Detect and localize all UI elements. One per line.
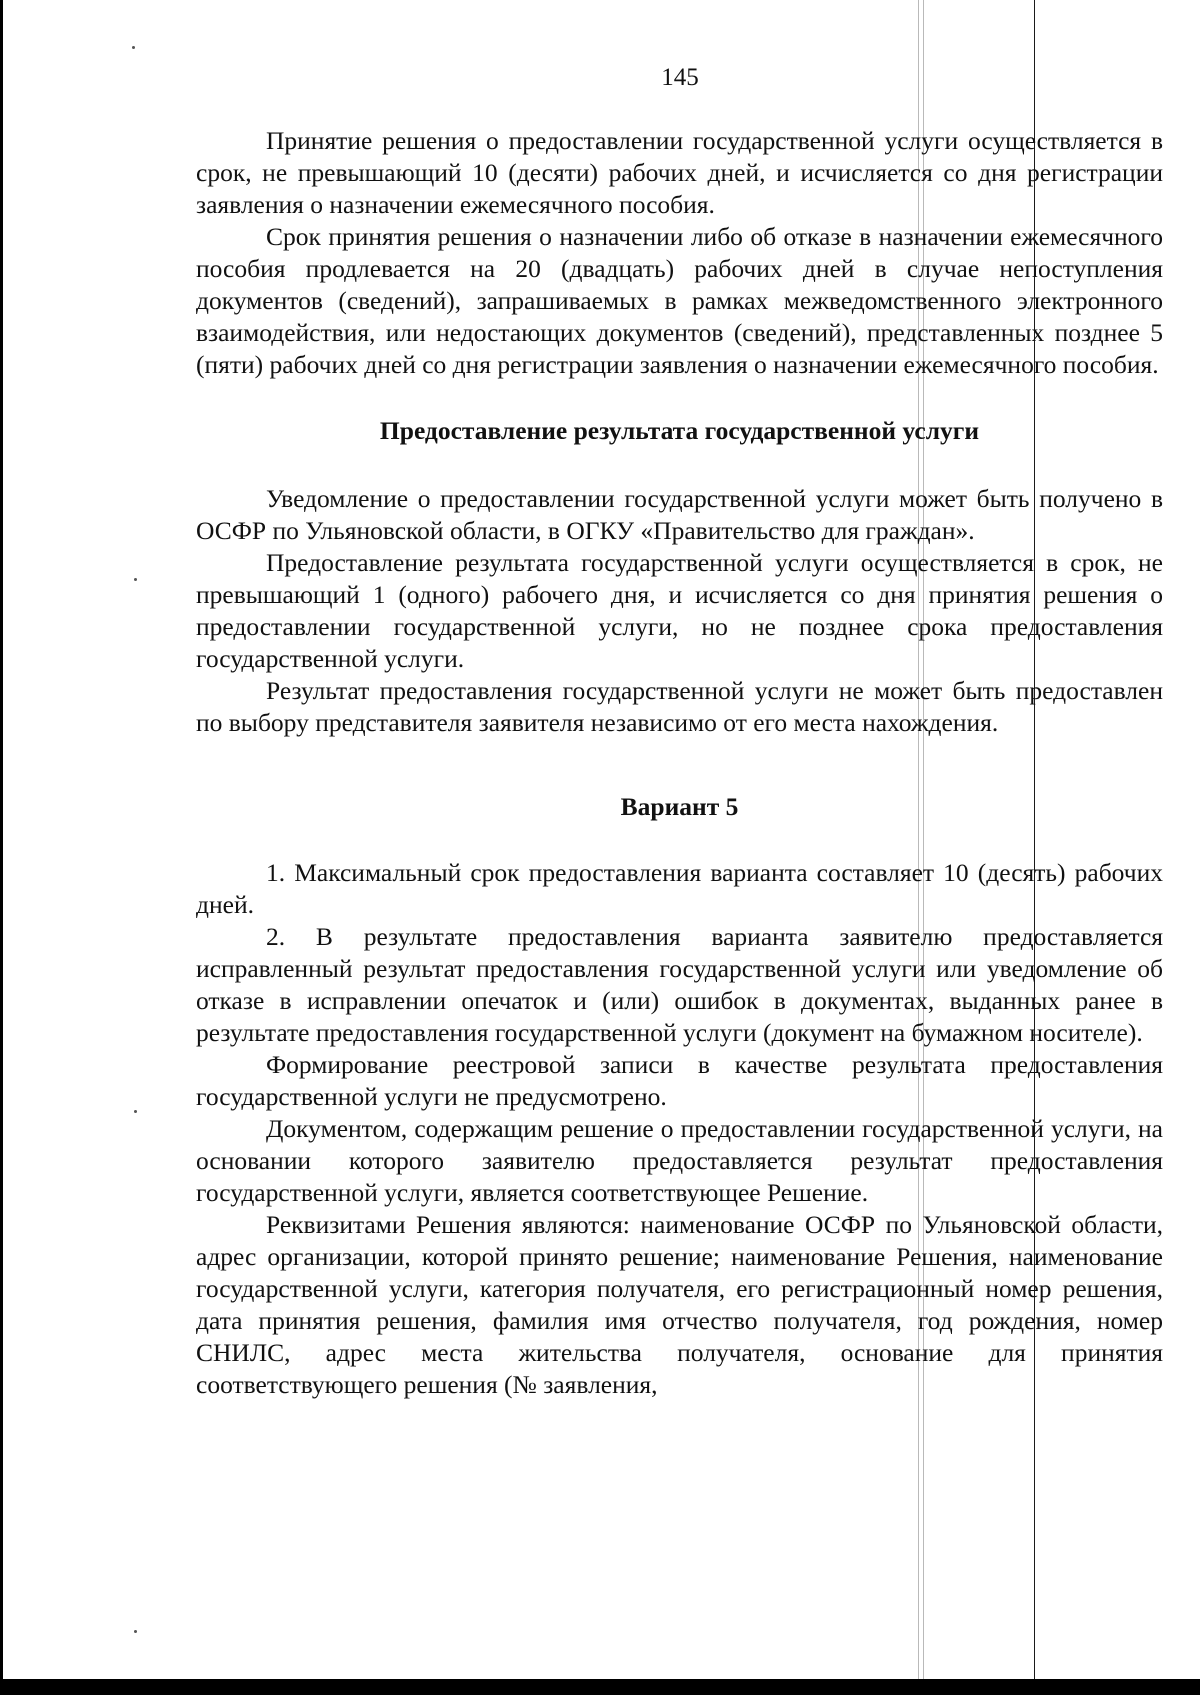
section-heading: Предоставление результата государственной услуги (379, 416, 980, 445)
paragraph: Формирование реестровой записи в качестве результата предоставления государственной услуги не предусмотрено. (196, 1050, 1163, 1111)
paragraph: 1. Максимальный срок предоставления варианта составляет 10 (десять) рабочих дней. (196, 858, 1163, 919)
scan-speck (134, 578, 137, 581)
section-heading: Вариант 5 (620, 792, 739, 821)
paragraph: Принятие решения о предоставлении государственной услуги осуществляется в срок, не превышающий 10 (десяти) рабочих дней, и исчисляется со дня регистрации заявления о назначении ежемесячного пособия. (196, 126, 1163, 219)
document-body (196, 125, 1163, 1401)
scan-bottom-border (0, 1679, 1200, 1695)
paragraph: 2. В результате предоставления варианта заявителю предоставляется исправленный результат предоставления государственной услуги или уведомление об отказе в исправлении опечаток и (или) ошибок в документах, выданных ранее в результате предоставления государственной услуги (документ на бумажном носителе). (196, 922, 1163, 1047)
scan-speck (132, 46, 135, 49)
paragraph: Реквизитами Решения являются: наименование ОСФР по Ульяновской области, адрес организации, которой принято решение; наименование Решения, наименование государственной услуги, категория получателя, его регистрационный номер решения, дата принятия решения, фамилия имя отчество получателя, год рождения, номер СНИЛС, адрес места жительства получателя, основание для принятия соответствующего решения (№ заявления, (196, 1210, 1163, 1399)
paragraph: Срок принятия решения о назначении либо об отказе в назначении ежемесячного пособия продлевается на 20 (двадцать) рабочих дней в случае непоступления документов (сведений), запрашиваемых в рамках межведомственного электронного взаимодействия, или недостающих документов (сведений), представленных позднее 5 (пяти) рабочих дней со дня регистрации заявления о назначении ежемесячного пособия. (196, 222, 1163, 379)
scan-speck (134, 1110, 137, 1113)
paragraph: Документом, содержащим решение о предоставлении государственной услуги, на основании которого заявителю предоставляется результат предоставления государственной услуги, является соответствующее Решение. (196, 1114, 1163, 1207)
paragraph: Результат предоставления государственной услуги не может быть предоставлен по выбору представителя заявителя независимо от его места нахождения. (196, 676, 1163, 737)
scan-left-edge (0, 0, 3, 1695)
page-number: 145 (661, 64, 699, 91)
paragraph: Уведомление о предоставлении государственной услуги может быть получено в ОСФР по Ульяновской области, в ОГКУ «Правительство для граждан». (196, 484, 1163, 545)
paragraph: Предоставление результата государственной услуги осуществляется в срок, не превышающий 1 (одного) рабочего дня, и исчисляется со дня принятия решения о предоставлении государственной услуги, но не позднее срока предоставления государственной услуги. (196, 548, 1163, 673)
scan-speck (134, 1630, 137, 1633)
